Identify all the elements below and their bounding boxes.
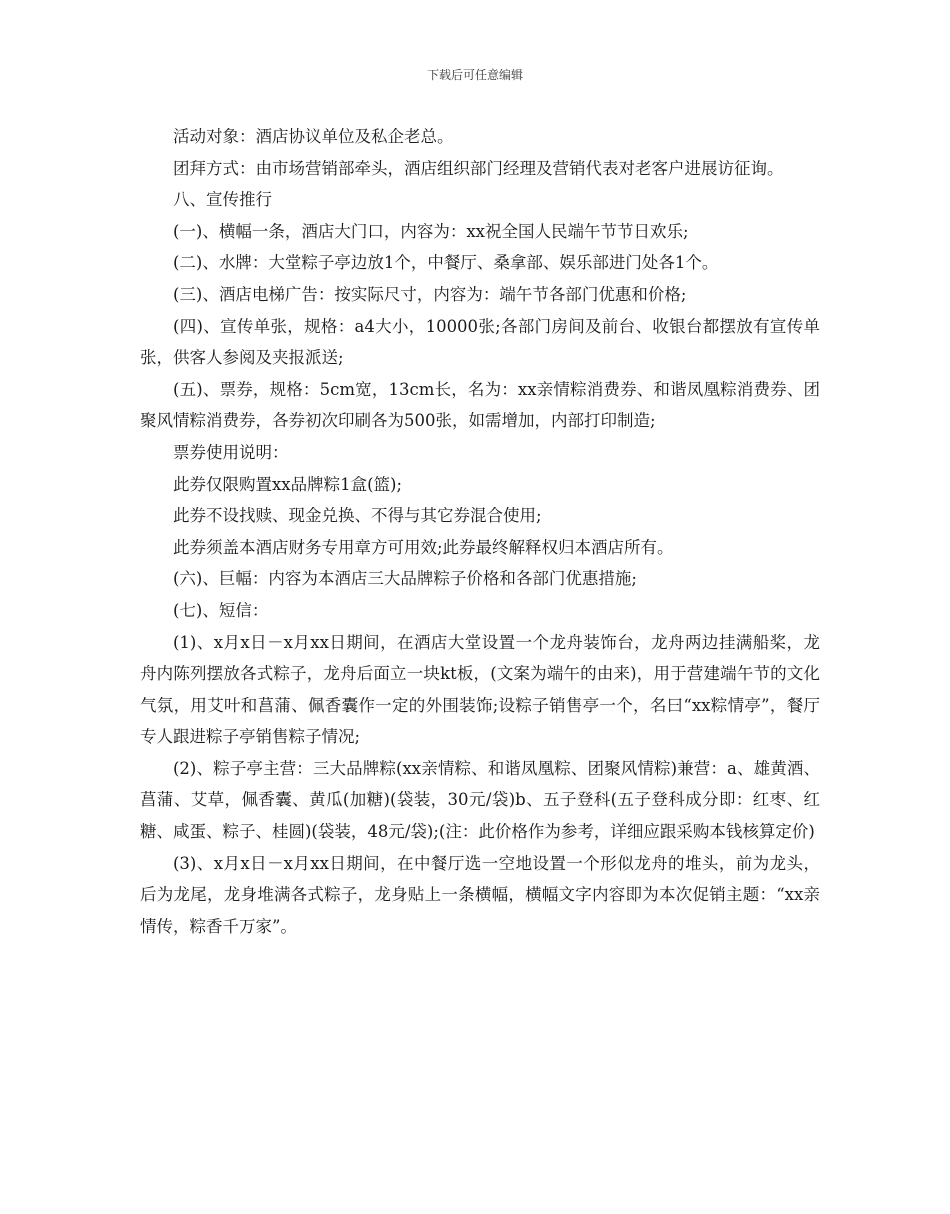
paragraph: (二)、水牌：大堂粽子亭边放1个，中餐厅、桑拿部、娱乐部进门处各1个。 [173,253,719,273]
paragraph: 活动对象：酒店协议单位及私企老总。 [173,127,454,146]
paragraph: (七)、短信： [173,600,269,620]
paragraph: (3)、x月x日－x月xx日期间，在中餐厅选一空地设置一个形似龙舟的堆头，前为龙头，后为龙尾，龙身堆满各式粽子，龙身贴上一条横幅，横幅文字内容即为本次促销主题：“xx亲情传，粽香千万家”。 [140,853,820,936]
paragraph: 此券仅限购置xx品牌粽1盒(篮); [173,474,403,494]
document-body [140,121,820,942]
paragraph: 此券须盖本酒店财务专用章方可用效;此券最终解释权归本酒店所有。 [173,537,674,557]
paragraph: (2)、粽子亭主营：三大品牌粽(xx亲情粽、和谐凤凰粽、团聚风情粽)兼营：a、雄黄酒、菖蒲、艾草，佩香囊、黄瓜(加糖)(袋装，30元/袋)b、五子登科(五子登科成分即：红枣、红糖、咸蛋、粽子、桂圆)(袋装，48元/袋);(注：此价格作为参考，详细应跟采购本钱核算定价) [140,758,820,842]
paragraph: (六)、巨幅：内容为本酒店三大品牌粽子价格和各部门优惠措施; [173,569,637,589]
paragraph: 票券使用说明： [173,442,289,462]
paragraph: (1)、x月x日－x月xx日期间，在酒店大堂设置一个龙舟装饰台，龙舟两边挂满船桨，龙舟内陈列摆放各式粽子，龙舟后面立一块kt板，(文案为端午的由来)，用于营建端午节的文化气氛，用艾叶和菖蒲、佩香囊作一定的外围装饰;设粽子销售亭一个，名曰“xx粽情亭”，餐厅专人跟进粽子亭销售粽子情况; [140,632,820,747]
page-header: 下载后可任意编辑 [426,68,523,82]
paragraph: (三)、酒店电梯广告：按实际尺寸，内容为：端午节各部门优惠和价格; [173,284,687,304]
section-heading: 八、宣传推行 [173,190,272,210]
paragraph: (五)、票券，规格：5cm宽，13cm长，名为：xx亲情粽消费券、和谐凤凰粽消费券、团聚风情粽消费券，各券初次印刷各为500张，如需增加，内部打印制造; [140,379,820,431]
paragraph: 此券不设找赎、现金兑换、不得与其它券混合使用; [173,506,542,526]
paragraph: (一)、横幅一条，酒店大门口，内容为：xx祝全国人民端午节节日欢乐; [173,221,689,241]
paragraph: (四)、宣传单张，规格：a4大小，10000张;各部门房间及前台、收银台都摆放有宣传单张，供客人参阅及夹报派送; [140,316,820,368]
paragraph: 团拜方式：由市场营销部牵头，酒店组织部门经理及营销代表对老客户进展访征询。 [173,158,784,178]
